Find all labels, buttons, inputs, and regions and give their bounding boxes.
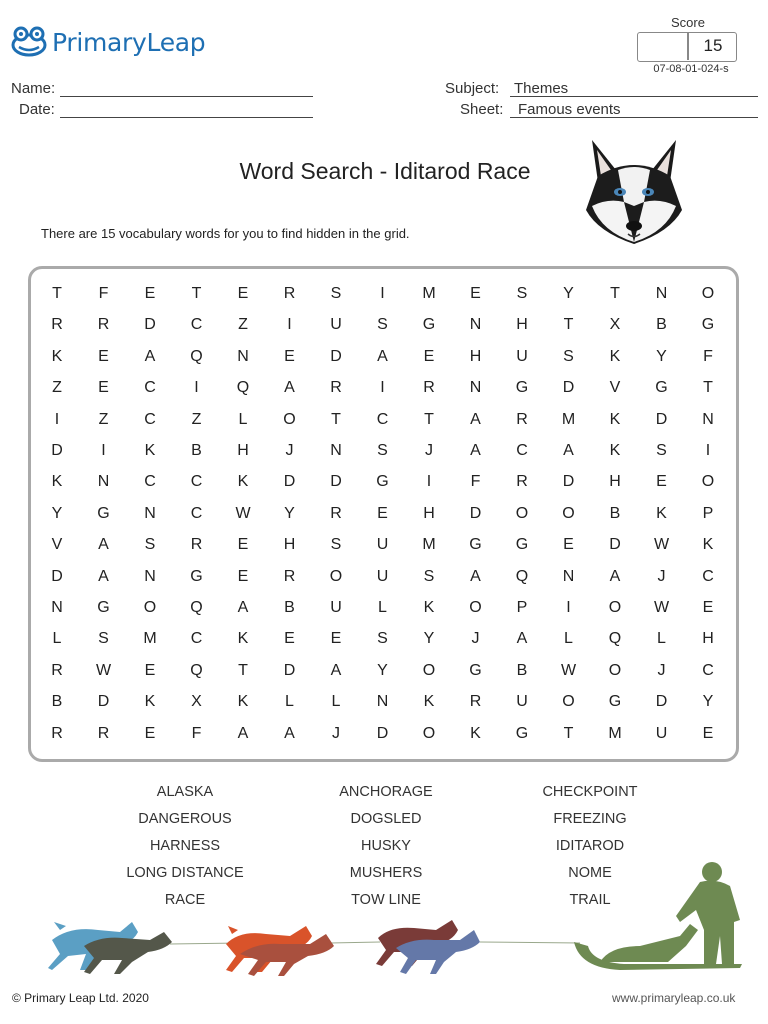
grid-letter[interactable]: R <box>423 379 435 397</box>
grid-letter[interactable]: Y <box>51 504 63 522</box>
grid-letter[interactable]: Q <box>190 347 203 365</box>
grid-letter[interactable]: F <box>470 473 481 491</box>
grid-letter[interactable]: T <box>331 410 341 428</box>
grid-letter[interactable]: U <box>655 724 668 742</box>
grid-letter[interactable]: D <box>469 504 482 522</box>
grid-letter[interactable]: A <box>609 567 621 585</box>
grid-letter[interactable]: R <box>283 567 296 585</box>
grid-letter[interactable]: E <box>144 661 156 679</box>
grid-letter[interactable]: J <box>657 567 666 585</box>
grid-letter[interactable]: S <box>377 316 388 334</box>
grid-letter[interactable]: B <box>284 599 295 616</box>
grid-letter[interactable]: E <box>423 347 435 365</box>
grid-letter[interactable]: A <box>563 442 574 459</box>
grid-letter[interactable]: M <box>561 410 576 428</box>
grid-letter[interactable]: Z <box>52 379 62 397</box>
grid-letter[interactable]: T <box>610 285 620 302</box>
grid-letter[interactable]: W <box>653 536 670 554</box>
grid-letter[interactable]: C <box>702 567 714 585</box>
grid-letter[interactable]: T <box>563 316 574 334</box>
grid-letter[interactable]: N <box>97 473 110 491</box>
grid-letter[interactable]: S <box>516 285 528 302</box>
grid-letter[interactable]: N <box>376 693 389 711</box>
grid-letter[interactable]: H <box>283 536 296 554</box>
grid-letter[interactable]: S <box>423 567 435 585</box>
vocabulary-word: DANGEROUS <box>138 811 232 827</box>
grid-letter[interactable]: C <box>190 504 203 522</box>
grid-letter[interactable]: H <box>516 316 528 334</box>
grid-letter[interactable]: W <box>653 599 670 616</box>
grid-letter[interactable]: B <box>609 504 621 522</box>
grid-letter[interactable]: S <box>377 442 388 459</box>
grid-letter[interactable]: G <box>469 661 482 679</box>
grid-letter[interactable]: L <box>378 599 387 616</box>
grid-letter[interactable]: A <box>144 347 156 365</box>
grid-letter[interactable]: K <box>423 599 435 616</box>
grid-letter[interactable]: T <box>563 724 574 742</box>
grid-letter[interactable]: Q <box>608 630 622 648</box>
grid-letter[interactable]: C <box>144 473 156 491</box>
grid-letter[interactable]: R <box>97 724 110 742</box>
grid-letter[interactable]: K <box>609 410 621 428</box>
grid-letter[interactable]: Q <box>190 661 203 679</box>
grid-letter[interactable]: G <box>608 693 622 711</box>
score-total: 15 <box>703 36 723 55</box>
grid-letter[interactable]: K <box>609 442 621 459</box>
grid-letter[interactable]: E <box>377 504 388 522</box>
grid-letter[interactable]: L <box>285 693 294 711</box>
grid-letter[interactable]: M <box>422 536 436 554</box>
vocabulary-word: TOW LINE <box>351 892 421 908</box>
grid-letter[interactable]: N <box>330 442 342 459</box>
grid-letter[interactable]: L <box>564 630 573 648</box>
grid-letter[interactable]: J <box>471 630 480 648</box>
grid-letter[interactable]: J <box>425 442 433 459</box>
grid-letter[interactable]: O <box>283 410 296 428</box>
grid-letter[interactable]: N <box>51 599 63 616</box>
grid-letter[interactable]: N <box>469 379 482 397</box>
grid-letter[interactable]: O <box>701 473 715 491</box>
sheet-line <box>510 117 758 118</box>
grid-letter[interactable]: V <box>609 379 621 397</box>
copyright-text: © Primary Leap Ltd. 2020 <box>12 991 149 1005</box>
grid-letter[interactable]: R <box>283 285 296 302</box>
grid-letter[interactable]: H <box>237 442 249 459</box>
grid-letter[interactable]: L <box>331 693 341 711</box>
grid-letter[interactable]: G <box>469 536 482 554</box>
primaryleap-logo <box>10 24 205 60</box>
grid-letter[interactable]: O <box>608 599 622 616</box>
grid-letter[interactable]: R <box>330 379 342 397</box>
grid-letter[interactable]: G <box>190 567 203 585</box>
grid-letter[interactable]: C <box>190 473 203 491</box>
grid-letter[interactable]: R <box>330 504 342 522</box>
grid-letter[interactable]: O <box>701 285 715 302</box>
grid-letter[interactable]: K <box>144 442 156 459</box>
frog-icon <box>10 26 48 58</box>
grid-letter[interactable]: F <box>98 285 109 302</box>
grid-letter[interactable]: B <box>656 316 667 334</box>
grid-letter[interactable]: T <box>191 285 202 302</box>
husky-head-icon <box>578 136 690 248</box>
grid-letter[interactable]: A <box>237 724 249 742</box>
grid-letter[interactable]: D <box>97 693 110 711</box>
grid-letter[interactable]: E <box>144 285 156 302</box>
grid-letter[interactable]: C <box>144 379 156 397</box>
grid-letter[interactable]: G <box>422 316 436 334</box>
grid-letter[interactable]: D <box>655 693 668 711</box>
grid-letter[interactable]: K <box>470 724 481 742</box>
grid-letter[interactable]: D <box>376 724 389 742</box>
vocabulary-word: ANCHORAGE <box>339 784 433 800</box>
grid-letter[interactable]: L <box>52 630 62 648</box>
name-field[interactable] <box>60 96 313 97</box>
sheet-code: 07-08-01-024-s <box>653 63 729 75</box>
grid-letter[interactable]: A <box>284 724 295 742</box>
grid-letter[interactable]: I <box>287 316 292 334</box>
score-box[interactable] <box>637 32 737 62</box>
grid-letter[interactable]: E <box>98 347 109 365</box>
grid-letter[interactable]: C <box>702 661 714 679</box>
vocabulary-word: RACE <box>164 892 206 908</box>
grid-letter[interactable]: A <box>237 599 249 616</box>
score-label: Score <box>671 15 705 30</box>
grid-letter[interactable]: D <box>51 567 63 585</box>
grid-letter[interactable]: E <box>284 630 295 648</box>
grid-letter[interactable]: G <box>655 379 668 397</box>
vocabulary-word: MUSHERS <box>349 865 423 881</box>
sheet-value: Famous events <box>518 101 621 118</box>
subject-label: Subject: <box>445 80 500 97</box>
grid-letter[interactable]: Y <box>656 347 667 365</box>
grid-letter[interactable]: M <box>143 630 157 648</box>
grid-letter[interactable]: K <box>51 473 63 491</box>
grid-letter[interactable]: R <box>51 661 63 679</box>
grid-letter[interactable]: Q <box>190 599 203 616</box>
grid-letter[interactable]: I <box>566 599 571 616</box>
grid-letter[interactable]: G <box>97 504 110 522</box>
grid-letter[interactable]: Y <box>377 661 388 679</box>
grid-letter[interactable]: K <box>656 504 667 522</box>
grid-letter[interactable]: N <box>702 410 714 428</box>
grid-letter[interactable]: S <box>98 630 109 648</box>
grid-letter[interactable]: Y <box>563 285 574 302</box>
grid-letter[interactable]: K <box>237 473 249 491</box>
grid-letter[interactable]: S <box>330 285 342 302</box>
name-label: Name: <box>11 80 56 97</box>
grid-letter[interactable]: E <box>237 536 249 554</box>
grid-letter[interactable]: K <box>237 693 249 711</box>
grid-letter[interactable]: U <box>516 693 528 711</box>
grid-letter[interactable]: I <box>380 285 385 302</box>
worksheet-title: Word Search - Iditarod Race <box>239 158 531 184</box>
grid-letter[interactable]: C <box>376 410 389 428</box>
grid-letter[interactable]: A <box>470 410 481 428</box>
grid-letter[interactable]: R <box>190 536 203 554</box>
grid-letter[interactable]: E <box>702 724 714 742</box>
vocabulary-word: TRAIL <box>569 892 611 908</box>
grid-letter[interactable]: A <box>470 442 481 459</box>
grid-letter[interactable]: N <box>144 504 156 522</box>
grid-letter[interactable]: E <box>470 285 481 302</box>
grid-letter[interactable]: L <box>238 410 248 428</box>
grid-letter[interactable]: T <box>52 285 62 302</box>
grid-letter[interactable]: B <box>51 693 63 711</box>
grid-letter[interactable]: O <box>562 504 575 522</box>
grid-letter[interactable]: H <box>609 473 621 491</box>
grid-letter[interactable]: S <box>144 536 156 554</box>
grid-letter[interactable]: E <box>144 724 156 742</box>
grid-letter[interactable]: O <box>422 724 436 742</box>
grid-letter[interactable]: N <box>237 347 249 365</box>
grid-letter[interactable]: R <box>516 410 528 428</box>
grid-letter[interactable]: W <box>235 504 251 522</box>
grid-letter[interactable]: D <box>562 473 575 491</box>
grid-letter[interactable]: L <box>657 630 666 648</box>
vocabulary-word: ALASKA <box>156 784 214 800</box>
grid-letter[interactable]: D <box>655 410 668 428</box>
vocabulary-word: HARNESS <box>149 838 221 854</box>
grid-letter[interactable]: A <box>98 536 109 554</box>
grid-letter[interactable]: R <box>51 316 63 334</box>
grid-letter[interactable]: E <box>656 473 667 491</box>
vocabulary-word: LONG DISTANCE <box>126 865 244 881</box>
vocabulary-word: FREEZING <box>553 811 627 827</box>
vocabulary-word: NOME <box>568 865 612 881</box>
grid-letter[interactable]: Y <box>702 693 714 711</box>
grid-letter[interactable]: G <box>515 379 529 397</box>
grid-letter[interactable]: K <box>237 630 249 648</box>
grid-letter[interactable]: O <box>515 504 529 522</box>
grid-letter[interactable]: O <box>422 661 436 679</box>
grid-letter[interactable]: I <box>54 410 60 428</box>
grid-letter[interactable]: N <box>655 285 668 302</box>
grid-letter[interactable]: A <box>377 347 388 365</box>
grid-letter[interactable]: D <box>330 347 342 365</box>
grid-letter[interactable]: Z <box>98 410 109 428</box>
grid-letter[interactable]: H <box>702 630 714 648</box>
grid-letter[interactable]: E <box>330 630 342 648</box>
grid-letter[interactable]: R <box>516 473 528 491</box>
grid-letter[interactable]: S <box>330 536 342 554</box>
grid-letter[interactable]: A <box>98 567 109 585</box>
grid-letter[interactable]: T <box>238 661 248 679</box>
grid-letter[interactable]: O <box>469 599 482 616</box>
grid-letter[interactable]: I <box>194 379 199 397</box>
grid-letter[interactable]: R <box>97 316 110 334</box>
grid-letter[interactable]: E <box>98 379 109 397</box>
grid-letter[interactable]: D <box>283 661 296 679</box>
grid-letter[interactable]: E <box>702 599 714 616</box>
grid-letter[interactable]: S <box>656 442 667 459</box>
grid-letter[interactable]: S <box>377 630 388 648</box>
grid-letter[interactable]: K <box>423 693 435 711</box>
grid-letter[interactable]: B <box>516 661 528 679</box>
grid-letter[interactable]: C <box>190 630 203 648</box>
grid-letter[interactable]: E <box>237 285 249 302</box>
grid-letter[interactable]: M <box>608 724 622 742</box>
vocabulary-word: IDITAROD <box>555 838 625 854</box>
grid-letter[interactable]: F <box>191 724 202 742</box>
grid-letter[interactable]: T <box>424 410 434 428</box>
grid-letter[interactable]: X <box>191 693 202 711</box>
vocabulary-word: DOGSLED <box>350 811 422 827</box>
grid-letter[interactable]: N <box>562 567 575 585</box>
grid-letter[interactable]: Y <box>284 504 295 522</box>
website-link[interactable]: www.primaryleap.co.uk <box>612 991 736 1005</box>
grid-letter[interactable]: V <box>51 536 63 554</box>
grid-letter[interactable]: O <box>562 693 575 711</box>
grid-letter[interactable]: D <box>330 473 342 491</box>
grid-letter[interactable]: R <box>51 724 63 742</box>
musher-icon <box>574 862 742 970</box>
grid-letter[interactable]: I <box>380 379 385 397</box>
grid-letter[interactable]: N <box>469 316 482 334</box>
grid-letter[interactable]: B <box>191 442 202 459</box>
grid-letter[interactable]: H <box>423 504 435 522</box>
grid-letter[interactable]: G <box>701 316 715 334</box>
grid-letter[interactable]: M <box>422 285 436 302</box>
grid-letter[interactable]: C <box>190 316 203 334</box>
grid-letter[interactable]: Z <box>238 316 248 334</box>
grid-letter[interactable]: N <box>144 567 156 585</box>
grid-letter[interactable]: W <box>560 661 577 679</box>
grid-letter[interactable]: Q <box>236 379 250 397</box>
grid-letter[interactable]: U <box>376 536 389 554</box>
grid-letter[interactable]: G <box>515 536 529 554</box>
grid-letter[interactable]: T <box>703 379 713 397</box>
grid-letter[interactable]: W <box>95 661 112 679</box>
vocabulary-word: HUSKY <box>361 838 411 854</box>
date-label: Date: <box>19 101 55 118</box>
dog-sled-illustration <box>40 850 760 980</box>
grid-letter[interactable]: A <box>516 630 528 648</box>
grid-letter[interactable]: U <box>376 567 389 585</box>
grid-letter[interactable]: O <box>143 599 157 616</box>
grid-letter[interactable]: A <box>330 661 342 679</box>
grid-letter[interactable]: K <box>702 536 714 554</box>
vocabulary-word: CHECKPOINT <box>542 784 638 800</box>
grid-letter[interactable]: C <box>516 442 528 459</box>
grid-letter[interactable]: P <box>702 504 714 522</box>
grid-letter[interactable]: P <box>516 599 528 616</box>
grid-letter[interactable]: A <box>284 379 295 397</box>
grid-letter[interactable]: D <box>283 473 296 491</box>
grid-letter[interactable]: I <box>705 442 711 459</box>
grid-letter[interactable]: A <box>470 567 481 585</box>
grid-letter[interactable]: E <box>237 567 249 585</box>
grid-letter[interactable]: Z <box>191 410 202 428</box>
grid-letter[interactable]: O <box>329 567 343 585</box>
grid-letter[interactable]: J <box>332 724 340 742</box>
subject-value: Themes <box>514 80 569 97</box>
grid-letter[interactable]: E <box>284 347 295 365</box>
grid-letter[interactable]: D <box>144 316 156 334</box>
grid-letter[interactable]: G <box>515 724 529 742</box>
sheet-label: Sheet: <box>460 101 504 118</box>
date-field[interactable] <box>60 117 313 118</box>
grid-letter[interactable]: C <box>144 410 156 428</box>
grid-letter[interactable]: G <box>97 599 110 616</box>
grid-letter[interactable]: D <box>51 442 63 459</box>
grid-letter[interactable]: G <box>376 473 389 491</box>
grid-letter[interactable]: K <box>609 347 621 365</box>
grid-letter[interactable]: X <box>609 316 621 334</box>
grid-letter[interactable]: J <box>285 442 294 459</box>
subject-line <box>510 96 758 97</box>
grid-letter[interactable]: J <box>657 661 666 679</box>
grid-letter[interactable]: O <box>608 661 622 679</box>
grid-letter[interactable]: S <box>563 347 574 365</box>
grid-letter[interactable]: D <box>609 536 621 554</box>
brand-name: PrimaryLeap <box>52 27 206 57</box>
grid-letter[interactable]: F <box>703 347 713 365</box>
grid-letter[interactable]: I <box>101 442 106 459</box>
grid-letter[interactable]: D <box>562 379 575 397</box>
grid-letter[interactable]: I <box>426 473 432 491</box>
grid-letter[interactable]: Y <box>423 630 435 648</box>
grid-letter[interactable]: Q <box>515 567 529 585</box>
grid-letter[interactable]: R <box>469 693 482 711</box>
grid-letter[interactable]: K <box>51 347 63 365</box>
grid-letter[interactable]: U <box>330 599 342 616</box>
grid-letter[interactable]: U <box>516 347 528 365</box>
grid-letter[interactable]: U <box>330 316 342 334</box>
grid-letter[interactable]: E <box>563 536 574 554</box>
instructions: There are 15 vocabulary words for you to find hidden in the grid. <box>41 226 410 241</box>
grid-letter[interactable]: H <box>469 347 482 365</box>
grid-letter[interactable]: K <box>144 693 156 711</box>
